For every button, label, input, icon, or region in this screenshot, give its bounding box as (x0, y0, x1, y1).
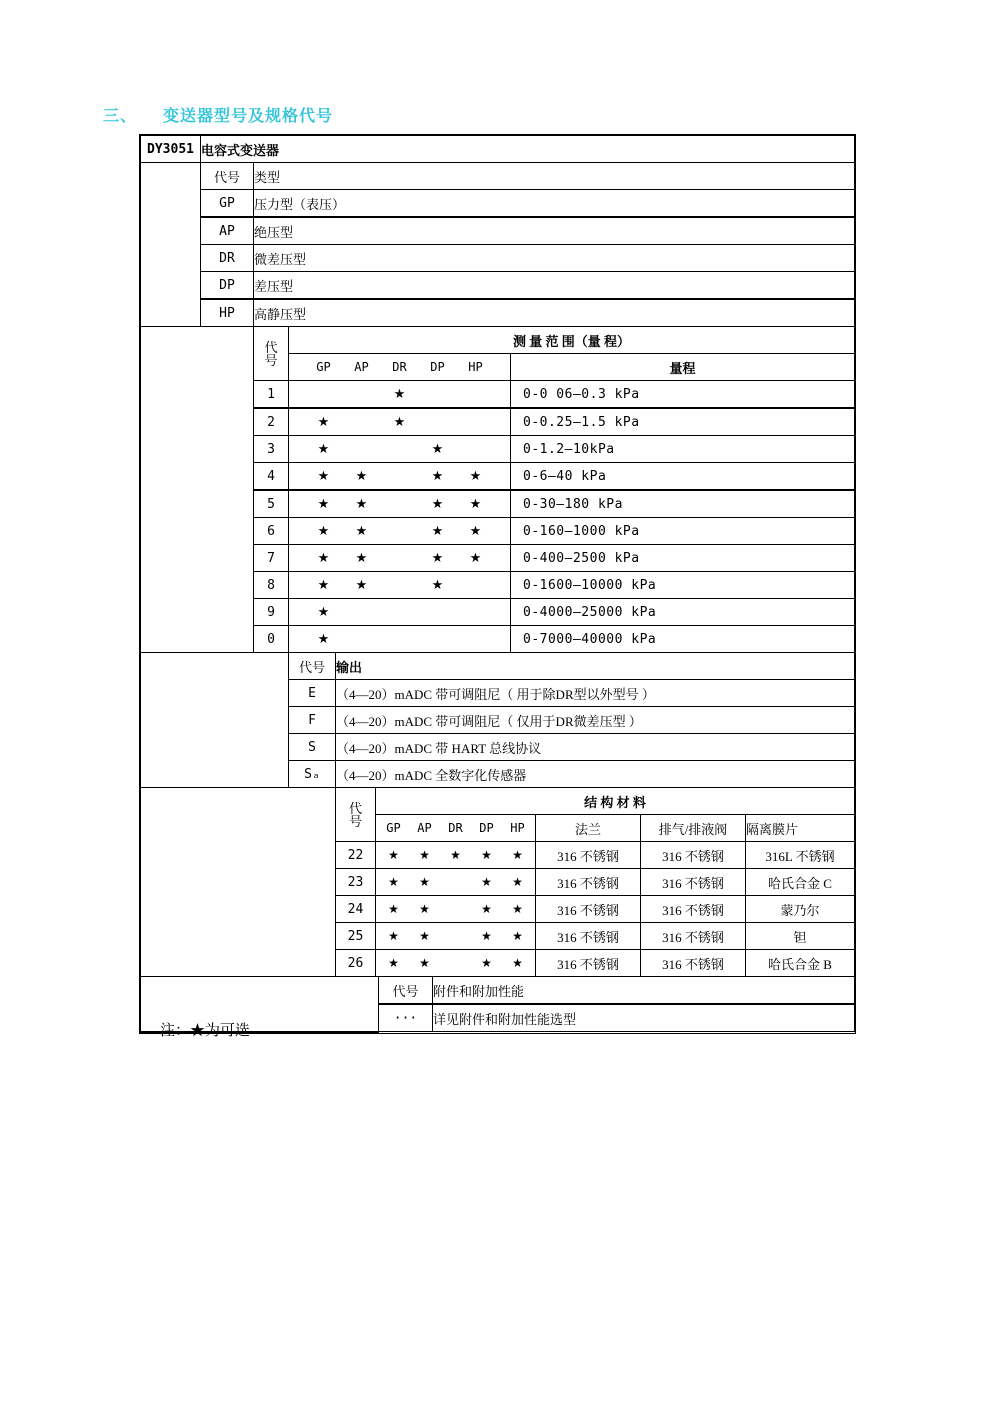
material-code: 26 (336, 950, 376, 977)
star-slots (289, 386, 510, 402)
flange-cell: 316 不锈钢 (536, 896, 641, 923)
valve-cell: 316 不锈钢 (641, 950, 746, 977)
flange-col-header: 法兰 (536, 815, 641, 842)
type-label: 差压型 (254, 272, 855, 300)
material-table (140, 787, 855, 977)
star (343, 604, 381, 620)
range-value: 0-0.25—1.5 kPa (511, 408, 855, 436)
model-header: DR (392, 360, 407, 374)
material-stars (376, 896, 536, 923)
star: ★ (469, 468, 482, 483)
spacer-cell (141, 163, 201, 327)
table-row (141, 272, 855, 300)
type-code: HP (201, 299, 254, 327)
range-stars (289, 572, 511, 599)
star-slots (376, 848, 535, 863)
accessory-code-header: 代号 (379, 977, 433, 1005)
star (381, 550, 419, 566)
range-code: 9 (254, 599, 289, 626)
table-row (141, 190, 855, 218)
output-code: F (289, 707, 336, 734)
diaphragm-col-header: 隔离膜片 (746, 815, 855, 842)
range-model-headers (289, 354, 511, 381)
star (343, 631, 381, 647)
model-header: DP (430, 360, 445, 374)
diaphragm-cell: 哈氏合金 B (746, 950, 855, 977)
type-code-header: 代号 (201, 163, 254, 190)
star: ★ (393, 386, 406, 401)
star: ★ (317, 631, 330, 646)
star (381, 496, 419, 512)
star: ★ (512, 847, 523, 862)
range-code: 0 (254, 626, 289, 653)
star: ★ (388, 901, 399, 916)
star-slots (376, 956, 535, 971)
model-header: DR (448, 821, 463, 835)
star: ★ (317, 496, 330, 511)
star (440, 902, 471, 917)
model-header-slots (289, 360, 510, 374)
star: ★ (393, 414, 406, 429)
star: ★ (481, 847, 492, 862)
type-label: 压力型（表压） (254, 190, 855, 218)
accessory-title: 附件和附加性能 (433, 977, 855, 1005)
range-title: 测 量 范 围（量 程） (289, 327, 855, 354)
output-code: Sₐ (289, 761, 336, 788)
range-value: 0-4000—25000 kPa (511, 599, 855, 626)
range-value: 0-30—180 kPa (511, 490, 855, 518)
diaphragm-cell: 316L 不锈钢 (746, 842, 855, 869)
star: ★ (317, 604, 330, 619)
diaphragm-cell: 哈氏合金 C (746, 869, 855, 896)
footnote: 注：★为可选 (160, 1023, 251, 1039)
material-title: 结 构 材 料 (376, 788, 855, 815)
model-header: DP (479, 821, 494, 835)
star: ★ (317, 550, 330, 565)
star: ★ (431, 550, 444, 565)
range-code: 1 (254, 381, 289, 409)
model-header: HP (468, 360, 483, 374)
star: ★ (355, 550, 368, 565)
star: ★ (419, 901, 430, 916)
range-code: 6 (254, 518, 289, 545)
material-code: 24 (336, 896, 376, 923)
range-value: 0-0 06—0.3 kPa (511, 381, 855, 409)
table-row (141, 163, 855, 190)
star (419, 604, 457, 620)
star: ★ (317, 523, 330, 538)
star: ★ (431, 441, 444, 456)
model-header: GP (386, 821, 401, 835)
range-stars (289, 490, 511, 518)
star (381, 523, 419, 539)
range-value: 0-160—1000 kPa (511, 518, 855, 545)
star: ★ (419, 874, 430, 889)
material-code-header-line2: 号 (348, 813, 362, 829)
spec-table (139, 134, 856, 1034)
title-text: 变送器型号及规格代号 (163, 108, 334, 125)
flange-cell: 316 不锈钢 (536, 869, 641, 896)
material-stars (376, 950, 536, 977)
range-stars (289, 408, 511, 436)
star-slots (376, 875, 535, 890)
star: ★ (388, 874, 399, 889)
star (440, 929, 471, 944)
star: ★ (450, 847, 461, 862)
flange-cell: 316 不锈钢 (536, 923, 641, 950)
type-title: 类型 (254, 163, 855, 190)
star-slots (289, 577, 510, 593)
range-code-header-line2: 号 (264, 352, 278, 368)
star: ★ (469, 550, 482, 565)
output-code: S (289, 734, 336, 761)
range-code: 4 (254, 463, 289, 491)
type-code: DP (201, 272, 254, 300)
model-header-slots (376, 821, 535, 835)
model-header: AP (354, 360, 369, 374)
model-code-cell: DY3051 (141, 136, 201, 163)
model-name-cell: 电容式变送器 (201, 136, 855, 163)
model-header: GP (316, 360, 331, 374)
star-slots (289, 604, 510, 620)
star (305, 386, 343, 402)
range-code: 3 (254, 436, 289, 463)
star: ★ (481, 901, 492, 916)
title-number: 三、 (103, 108, 138, 125)
star: ★ (512, 928, 523, 943)
range-col-header: 量程 (511, 354, 855, 381)
material-code: 23 (336, 869, 376, 896)
range-value: 0-1600—10000 kPa (511, 572, 855, 599)
type-label: 绝压型 (254, 217, 855, 245)
valve-cell: 316 不锈钢 (641, 896, 746, 923)
accessory-label: 详见附件和附加性能选型 (433, 1004, 855, 1032)
star: ★ (481, 874, 492, 889)
range-stars (289, 436, 511, 463)
star-slots (376, 902, 535, 917)
star: ★ (431, 523, 444, 538)
table-row (141, 136, 855, 163)
star: ★ (431, 468, 444, 483)
table-row (141, 245, 855, 272)
star-slots (289, 496, 510, 512)
star (381, 577, 419, 593)
star (381, 631, 419, 647)
star: ★ (355, 523, 368, 538)
range-stars (289, 381, 511, 409)
material-stars (376, 842, 536, 869)
range-table (140, 326, 855, 653)
star (343, 386, 381, 402)
output-label: （4—20）mADC 带 HART 总线协议 (336, 734, 855, 761)
range-code: 8 (254, 572, 289, 599)
star: ★ (355, 496, 368, 511)
material-stars (376, 869, 536, 896)
star (381, 441, 419, 457)
star (343, 414, 381, 430)
range-stars (289, 599, 511, 626)
star: ★ (317, 414, 330, 429)
diaphragm-cell: 蒙乃尔 (746, 896, 855, 923)
star-slots (289, 414, 510, 430)
star (457, 386, 495, 402)
star: ★ (469, 523, 482, 538)
star: ★ (481, 955, 492, 970)
spacer-cell (141, 788, 336, 977)
model-table (140, 135, 855, 163)
material-code-header-line1: 代 (348, 800, 362, 816)
output-label: （4—20）mADC 带可调阻尼（ 仅用于DR微差压型 ） (336, 707, 855, 734)
star: ★ (419, 928, 430, 943)
range-code: 5 (254, 490, 289, 518)
accessory-code: ··· (379, 1004, 433, 1032)
output-label: （4—20）mADC 带可调阻尼（ 用于除DR型以外型号 ） (336, 680, 855, 707)
star (457, 414, 495, 430)
type-code: GP (201, 190, 254, 218)
star (381, 468, 419, 484)
type-code: AP (201, 217, 254, 245)
range-value: 0-1.2—10kPa (511, 436, 855, 463)
star: ★ (388, 847, 399, 862)
valve-cell: 316 不锈钢 (641, 923, 746, 950)
material-code: 22 (336, 842, 376, 869)
flange-cell: 316 不锈钢 (536, 842, 641, 869)
range-stars (289, 518, 511, 545)
star (440, 875, 471, 890)
star: ★ (469, 496, 482, 511)
output-title: 输出 (336, 653, 855, 680)
material-model-headers (376, 815, 536, 842)
type-label: 微差压型 (254, 245, 855, 272)
range-code: 2 (254, 408, 289, 436)
range-stars (289, 626, 511, 653)
table-row (141, 327, 855, 354)
star: ★ (419, 955, 430, 970)
star-slots (289, 550, 510, 566)
valve-cell: 316 不锈钢 (641, 842, 746, 869)
material-code: 25 (336, 923, 376, 950)
star (419, 386, 457, 402)
range-stars (289, 545, 511, 572)
table-row (141, 977, 855, 1005)
valve-cell: 316 不锈钢 (641, 869, 746, 896)
range-code-header (254, 327, 289, 381)
star-slots (289, 523, 510, 539)
star (419, 631, 457, 647)
material-stars (376, 923, 536, 950)
star: ★ (317, 441, 330, 456)
output-table (140, 652, 855, 788)
output-label: （4—20）mADC 全数字化传感器 (336, 761, 855, 788)
table-row (141, 653, 855, 680)
valve-col-header: 排气/排液阀 (641, 815, 746, 842)
star (457, 441, 495, 457)
star (440, 956, 471, 971)
range-value: 0-400—2500 kPa (511, 545, 855, 572)
star: ★ (317, 577, 330, 592)
star (419, 414, 457, 430)
range-code-header-line1: 代 (264, 339, 278, 355)
table-row (141, 788, 855, 815)
output-code-header: 代号 (289, 653, 336, 680)
star: ★ (355, 468, 368, 483)
page-title (103, 103, 333, 126)
star: ★ (388, 955, 399, 970)
type-table (140, 162, 855, 327)
flange-cell: 316 不锈钢 (536, 950, 641, 977)
spacer-cell (141, 327, 254, 653)
range-value: 0-7000—40000 kPa (511, 626, 855, 653)
star: ★ (419, 847, 430, 862)
star-slots (289, 441, 510, 457)
star: ★ (512, 874, 523, 889)
star-slots (289, 468, 510, 484)
output-code: E (289, 680, 336, 707)
material-code-header (336, 788, 376, 842)
star (381, 604, 419, 620)
table-row (141, 217, 855, 245)
star: ★ (512, 901, 523, 916)
table-row (141, 299, 855, 327)
diaphragm-cell: 钽 (746, 923, 855, 950)
star: ★ (317, 468, 330, 483)
star (343, 441, 381, 457)
model-header: AP (417, 821, 432, 835)
star-slots (289, 631, 510, 647)
star: ★ (481, 928, 492, 943)
star (457, 604, 495, 620)
type-label: 高静压型 (254, 299, 855, 327)
type-code: DR (201, 245, 254, 272)
range-code: 7 (254, 545, 289, 572)
star: ★ (431, 577, 444, 592)
range-stars (289, 463, 511, 491)
star (457, 577, 495, 593)
model-header: HP (510, 821, 525, 835)
range-value: 0-6—40 kPa (511, 463, 855, 491)
star: ★ (355, 577, 368, 592)
star (457, 631, 495, 647)
star: ★ (431, 496, 444, 511)
spacer-cell (141, 653, 289, 788)
star: ★ (512, 955, 523, 970)
star: ★ (388, 928, 399, 943)
star-slots (376, 929, 535, 944)
